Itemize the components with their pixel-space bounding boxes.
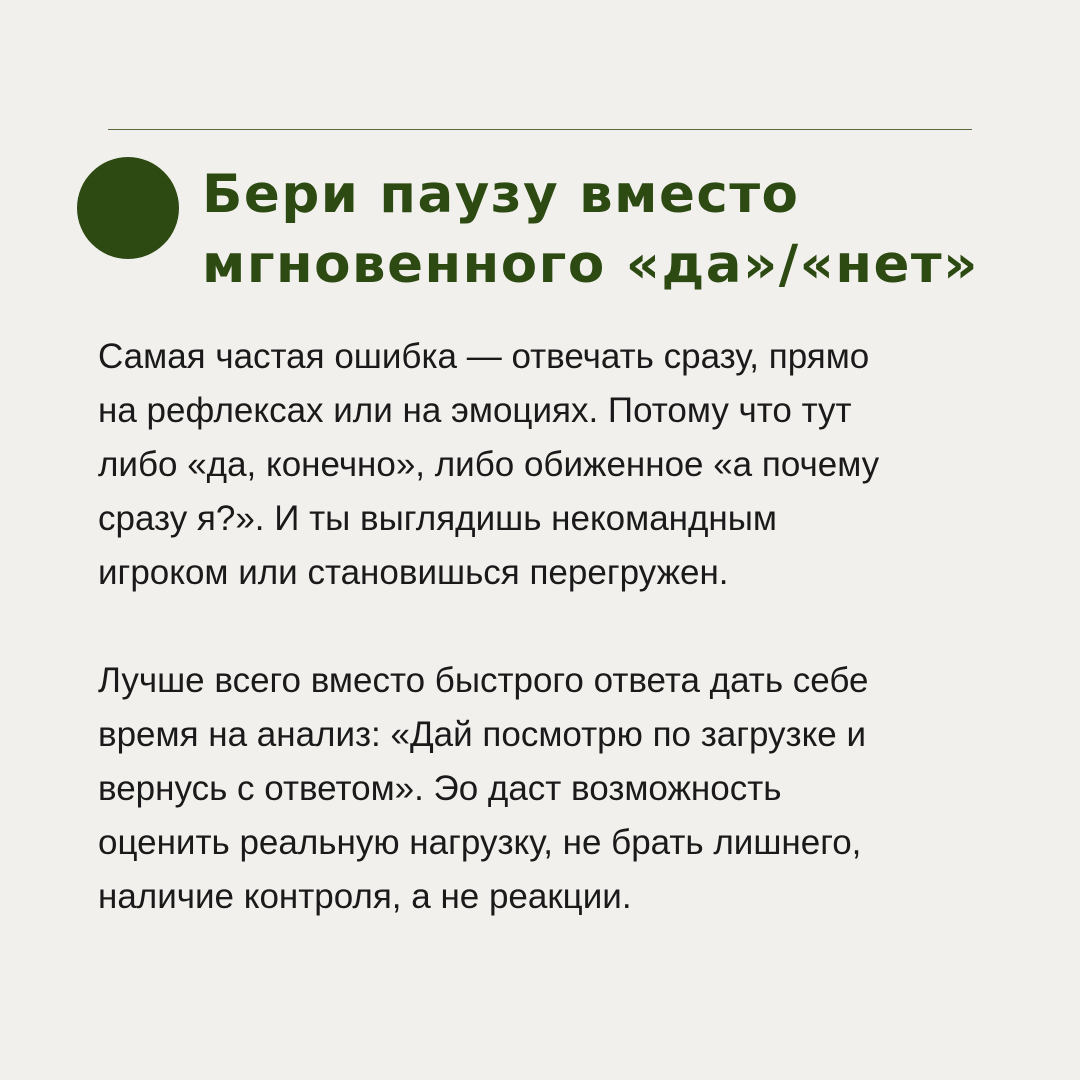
top-divider (108, 129, 972, 130)
body-text (98, 330, 988, 924)
accent-circle (77, 157, 179, 259)
heading-line-2: мгновенного «да»/«нет» (202, 234, 979, 295)
paragraph-1: Самая частая ошибка — отвечать сразу, прямо на рефлексах или на эмоциях. Потому что тут либо «да, конечно», либо обиженное «а почему сразу я?». И ты выглядишь некомандным игроком или становишься перегружен. (98, 337, 880, 592)
paragraph-2: Лучше всего вместо быстрого ответа дать себе время на анализ: «Дай посмотрю по загрузке и вернусь с ответом». Эо даст возможность оценить реальную нагрузку, не брать лишнего, наличие контроля, а не реакции. (98, 661, 869, 916)
heading-line-1: Бери паузу вместо (202, 164, 800, 225)
heading (202, 160, 1042, 300)
